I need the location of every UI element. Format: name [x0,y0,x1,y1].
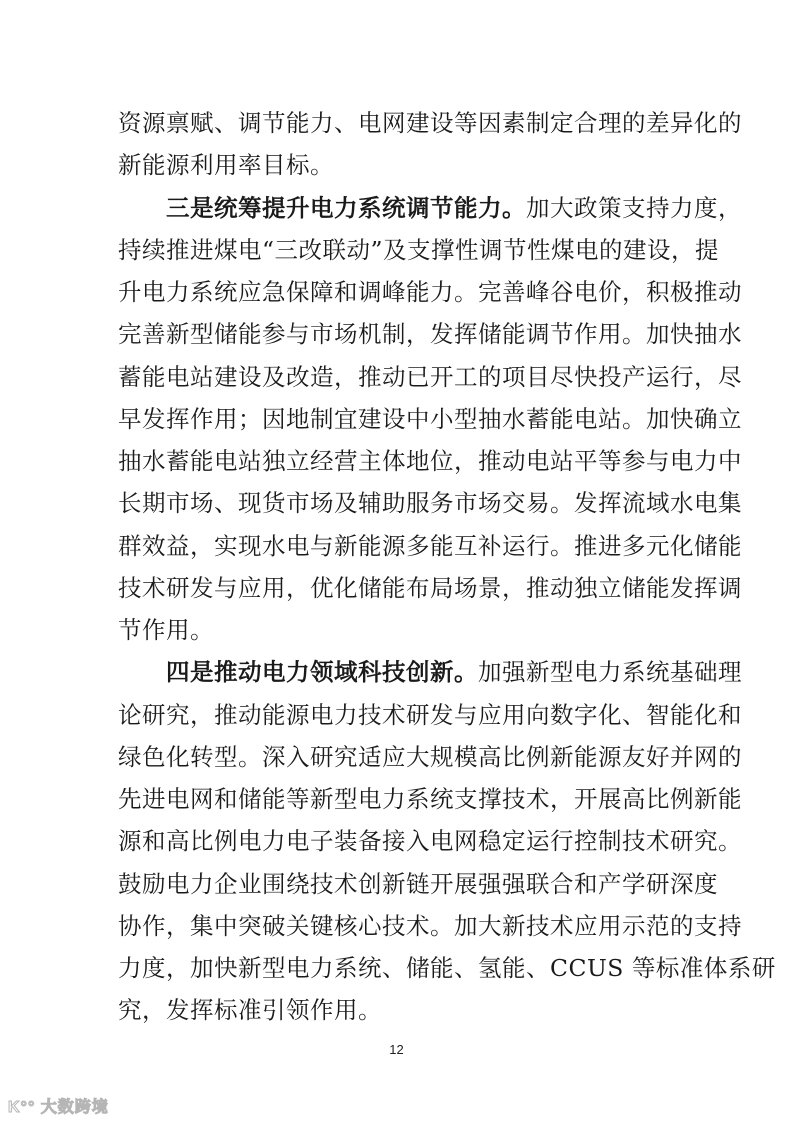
text-line [118,482,742,524]
line-text: 技术研发与应用，优化储能布局场景，推动独立储能发挥调 [118,573,742,602]
text-line [118,398,742,440]
line-text: 新能源利用率目标。 [118,151,334,180]
text-line [118,567,742,609]
line-text: 论研究，推动能源电力技术研发与应用向数字化、智能化和 [118,700,742,729]
line-text: 持续推进煤电“三改联动”及支撑性调节性煤电的建设，提 [118,235,720,264]
text-line [118,609,666,651]
line-text: 源和高比例电力电子装备接入电网稳定运行控制技术研究。 [118,827,742,856]
paragraph-heading: 四是推动电力领域科技创新。 [166,658,478,687]
line-text: 早发挥作用；因地制宜建设中小型抽水蓄能电站。加快确立 [118,404,742,433]
line-text: 协作，集中突破关键核心技术。加大新技术应用示范的支持 [118,911,742,940]
line-text: 绿色化转型。深入研究适应大规模高比例新能源友好并网的 [118,742,742,771]
text-line [118,736,742,778]
text-line [118,229,720,271]
text-line [118,187,742,229]
text-line [118,651,742,693]
text-line [118,525,742,567]
line-text: 蓄能电站建设及改造，推动已开工的项目尽快投产运行，尽 [118,362,742,391]
paragraph-heading: 三是统筹提升电力系统调节能力。 [166,193,526,222]
line-text: 鼓励电力企业围绕技术创新链开展强强联合和产学研深度 [118,869,718,898]
text-line [118,694,742,736]
text-line [118,313,742,355]
text-line [118,820,742,862]
text-line [118,144,666,186]
line-text: 究，发挥标准引领作用。 [118,996,382,1025]
text-line [118,905,742,947]
text-line [118,863,718,905]
line-text: 资源禀赋、调节能力、电网建设等因素制定合理的差异化的 [118,109,742,137]
line-text: 长期市场、现货市场及辅助服务市场交易。发挥流域水电集 [118,489,742,518]
text-line [118,947,776,989]
line-text: 完善新型储能参与市场机制，发挥储能调节作用。加快抽水 [118,320,742,349]
text-line [118,271,742,313]
line-text: 节作用。 [118,616,214,644]
line-text: 力度，加快新型电力系统、储能、氢能、CCUS 等标准体系研 [118,954,776,982]
text-line [118,102,742,144]
line-text: 群效益，实现水电与新能源多能互补运行。推进多元化储能 [118,531,742,560]
line-text: 升电力系统应急保障和调峰能力。完善峰谷电价，积极推动 [118,278,742,306]
watermark-logo: K°° 大数跨境 [8,1099,109,1116]
text-line [118,440,742,482]
line-text: 抽水蓄能电站独立经营主体地位，推动电站平等参与电力中 [118,447,742,475]
document-body [118,102,776,1032]
page-number: 12 [389,1042,404,1057]
text-line [118,356,742,398]
text-line [118,778,742,820]
line-text: 加大政策支持力度， [526,193,742,222]
line-text: 加强新型电力系统基础理 [478,658,742,687]
text-line [118,989,666,1031]
line-text: 先进电网和储能等新型电力系统支撑技术，开展高比例新能 [118,785,742,813]
